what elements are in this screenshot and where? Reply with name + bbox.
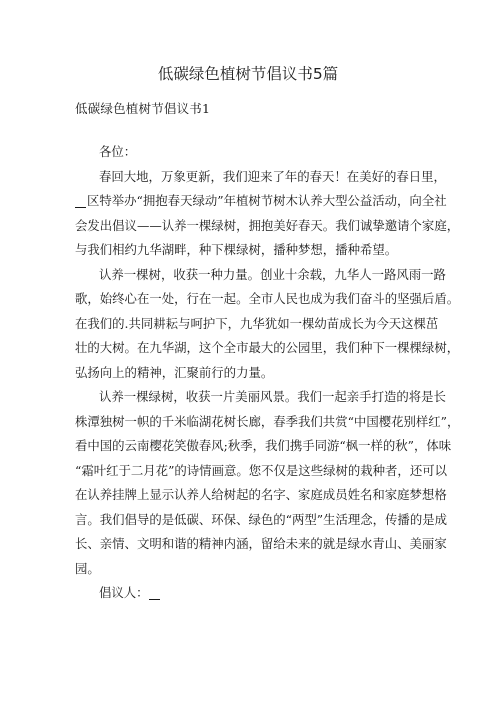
fill-in-blank bbox=[75, 192, 86, 208]
document-body bbox=[75, 140, 460, 606]
paragraph-text: 区特举办“拥抱春天绿动”年植树节树木认养大型公益活动，向全社 bbox=[87, 193, 447, 208]
paragraph-line: 园。 bbox=[75, 560, 100, 576]
document-subtitle: 低碳绿色植树节倡议书1 bbox=[75, 101, 211, 116]
paragraph-line: 弘扬向上的精神，汇聚前行的力量。 bbox=[75, 364, 274, 380]
signature-label: 倡议人： bbox=[99, 585, 149, 600]
document-title: 低碳绿色植树节倡议书5篇 bbox=[157, 65, 339, 83]
paragraph-line: “霜叶红于二月花”的诗情画意。您不仅是这些绿树的栽种者，还可以 bbox=[75, 462, 447, 478]
paragraph-line: 长、亲情、文明和谐的精神内涵，留给未来的就是绿水青山、美丽家 bbox=[75, 536, 447, 551]
signature-line bbox=[75, 581, 430, 606]
paragraph-line: 看中国的云南樱花笑傲春风;秋季，我们携手同游“枫一样的秋”，体味 bbox=[75, 438, 452, 453]
paragraph-line: 壮的大树。在九华湖，这个全市最大的公园里，我们种下一棵棵绿树， bbox=[75, 340, 460, 355]
paragraph-line bbox=[75, 189, 447, 214]
paragraph-line: 株潭独树一帜的千米临湖花树长廊，春季我们共赏“中国樱花别样红”， bbox=[75, 413, 460, 429]
paragraph-line: 认养一棵绿树，收获一片美丽风景。我们一起亲手打造的将是长 bbox=[99, 389, 446, 404]
paragraph-line: 在认养挂牌上显示认养人给树起的名字、家庭成员姓名和家庭梦想格 bbox=[75, 487, 447, 502]
signature-blank bbox=[149, 584, 160, 600]
paragraph-line: 在我们的.共同耕耘与呵护下，九华犹如一棵幼苗成长为今天这棵茁 bbox=[75, 315, 439, 331]
paragraph-line: 言。我们倡导的是低碳、环保、绿色的“两型”生活理念，传播的是成 bbox=[75, 511, 447, 527]
paragraph-line: 认养一棵树，收获一种力量。创业十余载，九华人一路风雨一路 bbox=[99, 266, 446, 282]
paragraph-line: 会发出倡议——认养一棵绿树，拥抱美好春天。我们诚挚邀请个家庭， bbox=[75, 217, 460, 233]
paragraph-line: 春回大地，万象更新，我们迎来了年的春天！在美好的春日里， bbox=[99, 168, 446, 184]
paragraph-line: 歌，始终心在一处，行在一起。全市人民也成为我们奋斗的坚强后盾。 bbox=[75, 291, 460, 306]
paragraph-line: 与我们相约九华湖畔，种下棵绿树，播种梦想，播种希望。 bbox=[75, 242, 398, 257]
salutation: 各位： bbox=[99, 144, 137, 159]
